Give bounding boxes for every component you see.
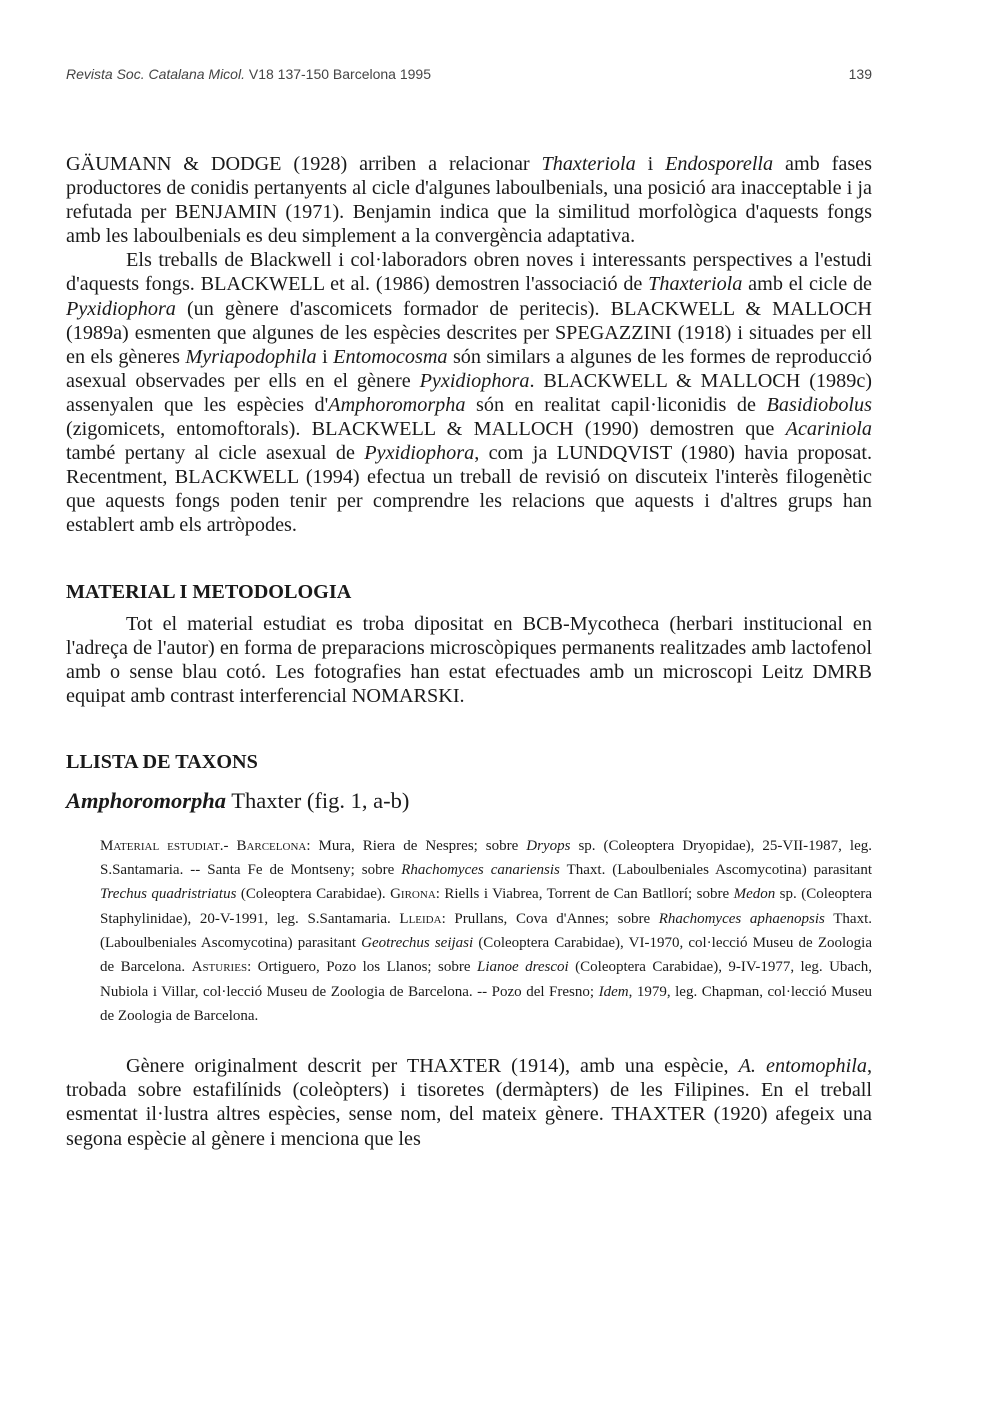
text-run: (Coleoptera Carabidae), 9-IV-1977, leg. Ubach, Nubiola i Villar, col·lecció Museu de Zoologia de Barcelona. -- Pozo del Fresno; (100, 959, 872, 1000)
text-run: , com ja LUNDQVIST (1980) havia proposat. Recentment, BLACKWELL (1994) efectua un treball de revisió on discuteix l'interès filogenètic que aquests fongs poden tenir per comprendre les relacions que aquests i d'altres grups han establert amb els artròpodes. (66, 442, 872, 537)
text-run: sp. (Coleoptera Dryopidae), 25-VII-1987, leg. S.Santamaria. -- Santa Fe de Montseny; sobre (100, 837, 872, 879)
text-run: , trobada sobre estafilínids (coleòpters) i tisoretes (dermàpters) de les Filipines. En el treball esmentat il·lustra altres espècies, sense nom, del mateix gènere. THAXTER (1920) afegeix una segona espècie al gènere i menciona que les (66, 1055, 872, 1150)
running-header (66, 66, 872, 90)
text-run: (un gènere d'ascomicets formador de peritecis). BLACKWELL & MALLOCH (1989a) esmenten que algunes de les espècies descrites per SPEGAZZINI (1918) i situades per ell en els gèneres (66, 297, 872, 368)
volume-pages: V18 137-150 Barcelona 1995 (248, 66, 432, 82)
text-run: (Coleoptera Carabidae). (236, 886, 391, 903)
italic-run: Rhachomyces canariensis (401, 862, 560, 879)
italic-run: Lianoe drescoi (476, 959, 569, 976)
italic-run: Geotrechus seijasi (361, 935, 474, 952)
intro-paragraph-2 (66, 248, 872, 537)
text-run: : Mura, Riera de Nespres; sobre (306, 837, 527, 854)
text-run: Els treballs de Blackwell i col·laboradors obren noves i interessants perspectives a l'estudi d'aquests fongs. BLACKWELL et al. (1986) demostren l'associació de (66, 249, 872, 296)
italic-run: Amphoromorpha (328, 393, 466, 416)
journal-name: Revista Soc. Catalana Micol. (66, 66, 245, 82)
text-run: : Prullans, Cova d'Annes; sobre (441, 910, 659, 927)
italic-run: Endosporella (665, 153, 774, 175)
material-heading: MATERIAL I METODOLOGIA (66, 580, 352, 603)
italic-run: Medon (733, 886, 776, 903)
italic-run: Trechus quadristriatus (100, 886, 237, 903)
taxa-heading: LLISTA DE TAXONS (66, 750, 258, 773)
genus-name: Amphoromorpha (66, 787, 227, 813)
text-run: sp. (Coleoptera Staphylinidae), 20-V-1991, leg. S.Santamaria. (100, 886, 873, 927)
text-run: , 1979, leg. Chapman, col·lecció Museu de Zoologia de Barcelona. (100, 983, 872, 1024)
italic-run: A. entomophila (738, 1055, 867, 1078)
italic-run: Rhachomyces aphaenopsis (658, 910, 825, 927)
italic-run: Pyxidiophora (364, 442, 475, 465)
small-caps-run: Barcelona (236, 837, 307, 854)
text-run: GÄUMANN & DODGE (1928) arriben a relacionar (66, 153, 542, 175)
italic-run: Thaxteriola (648, 273, 743, 296)
text-run: i (316, 345, 334, 368)
text-run: . BLACKWELL & MALLOCH (1989c) assenyalen que les espècies d' (66, 369, 873, 416)
small-caps-run: Asturies (191, 959, 248, 976)
studied-material (100, 834, 872, 1028)
italic-run: Pyxidiophora (419, 369, 530, 392)
text-run: (zigomicets, entomoftorals). BLACKWELL & MALLOCH (1990) demostren que (66, 418, 786, 441)
text-run: .- (219, 837, 237, 854)
genus-description (66, 1054, 872, 1150)
italic-run: Dryops (526, 837, 571, 854)
intro-paragraph-1 (66, 152, 872, 248)
small-caps-run: Girona (390, 886, 436, 903)
text-run: amb fases productores de conidis pertanyents al cicle d'algunes laboulbenials, una posició ara inacceptable i ja refutada per BENJAMIN (1971). Benjamin indica que la similitud morfològica d'aquests fongs amb les laboulbenials es deu simplement a la convergència adaptativa. (66, 153, 872, 248)
italic-run: Myriapodophila (185, 345, 317, 368)
page-number: 139 (848, 66, 872, 82)
text-run: també pertany al cicle asexual de (66, 442, 365, 465)
genus-title (66, 788, 872, 814)
text-run: Thaxt. (Laboulbeniales Ascomycotina) parasitant (559, 862, 872, 879)
italic-run: Pyxidiophora (66, 297, 176, 320)
text-run: amb el cicle de (742, 273, 872, 296)
small-caps-run: Lleida (399, 910, 442, 927)
italic-run: Idem (598, 983, 629, 1000)
text-run: són en realitat capil·liconidis de (465, 393, 767, 416)
text-run: són similars a algunes de les formes de reproducció asexual observades per ells en el gènere (66, 345, 872, 392)
page-body (66, 152, 872, 1151)
small-caps-run: Material estudiat (100, 837, 220, 854)
text-run: Thaxt. (Laboulbeniales Ascomycotina) parasitant (100, 910, 873, 952)
text-run: Tot el material estudiat es troba dipositat en BCB-Mycotheca (herbari institucional en l'adreça de l'autor) en forma de preparacions microscòpiques permanents realitzades amb lactofenol amb o sense blau cotó. Les fotografies han estat efectuades amb un microscopi Leitz DMRB equipat amb contrast interferencial NOMARSKI. (66, 612, 872, 707)
material-paragraph (66, 612, 872, 708)
italic-run: Acariniola (785, 418, 872, 441)
text-run: : Riells i Viabrea, Torrent de Can Batllorí; sobre (435, 886, 734, 903)
text-run: i (635, 153, 666, 175)
text-run: : Ortiguero, Pozo los Llanos; sobre (247, 959, 477, 976)
italic-run: Thaxteriola (541, 153, 636, 175)
text-run: (Coleoptera Carabidae), VI-1970, col·lecció Museu de Zoologia de Barcelona. (100, 935, 872, 976)
italic-run: Entomocosma (333, 345, 448, 368)
journal-citation (66, 66, 431, 82)
italic-run: Basidiobolus (766, 393, 872, 416)
genus-author: Thaxter (fig. 1, a-b) (226, 787, 410, 813)
text-run: Gènere originalment descrit per THAXTER (1914), amb una espècie, (126, 1055, 739, 1078)
